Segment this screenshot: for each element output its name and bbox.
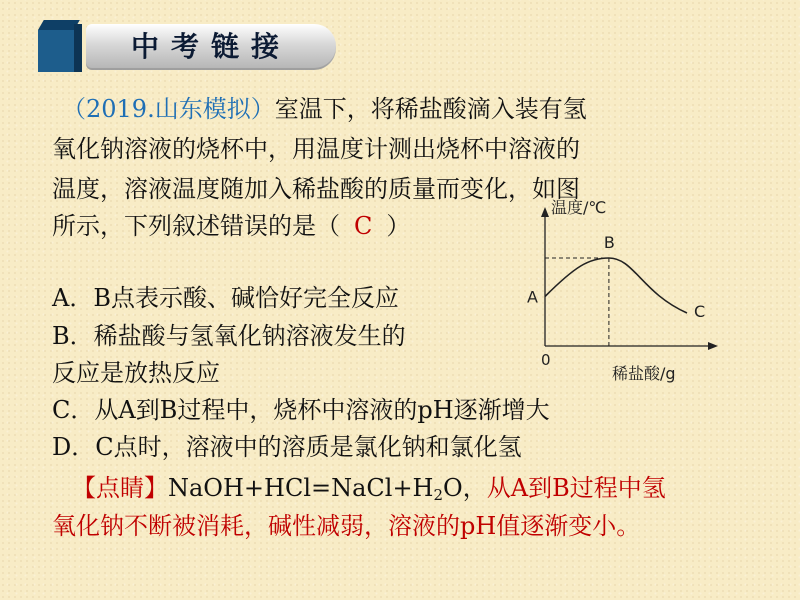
y-axis-arrow: [541, 207, 549, 217]
tip-equation: [168, 474, 487, 502]
option-a: A．B点表示酸、碱恰好完全反应: [52, 284, 399, 312]
tip-line-1: [72, 473, 666, 503]
origin-label: 0: [541, 351, 551, 369]
temperature-curve: [545, 258, 687, 313]
question-line-3: 温度，溶液温度随加入稀盐酸的质量而变化，如图: [52, 175, 580, 203]
tip-text-1: 从A到B过程中氢: [486, 474, 666, 502]
answer-letter: C: [354, 212, 373, 240]
section-banner: [36, 18, 336, 74]
question-line-4: [52, 211, 410, 241]
question-line-1: [62, 94, 587, 124]
equation-tail: O，: [443, 474, 487, 502]
point-label-c: C: [694, 302, 706, 321]
question-close-paren: ）: [386, 212, 411, 240]
tip-label: 【点睛】: [72, 474, 168, 502]
x-axis-arrow: [708, 342, 718, 350]
question-text-4: 所示，下列叙述错误的是（: [52, 212, 340, 240]
temperature-graph: [512, 195, 722, 385]
equation-text: NaOH+HCl=NaCl+H: [168, 474, 434, 502]
option-d: D．C点时，溶液中的溶质是氯化钠和氯化氢: [52, 433, 522, 461]
question-source: （2019.山东模拟）: [62, 95, 275, 123]
point-label-a: A: [527, 287, 538, 307]
option-b-continued: 反应是放热反应: [52, 359, 220, 387]
banner-cube-side: [74, 24, 82, 72]
y-axis-label: 温度/℃: [551, 198, 607, 217]
banner-cube-icon: [38, 30, 74, 72]
option-b: B．稀盐酸与氢氧化钠溶液发生的: [52, 322, 406, 350]
point-label-b: B: [603, 233, 615, 252]
question-line-2: 氧化钠溶液的烧杯中，用温度计测出烧杯中溶液的: [52, 135, 580, 163]
equation-subscript: 2: [433, 486, 444, 504]
banner-title: 中考链接: [130, 30, 291, 63]
option-c: C．从A到B过程中，烧杯中溶液的pH逐渐增大: [52, 396, 550, 424]
x-axis-label: 稀盐酸/g: [612, 364, 676, 383]
tip-line-2: 氧化钠不断被消耗，碱性减弱，溶液的pH值逐渐变小。: [52, 512, 641, 540]
question-text-1: 室温下，将稀盐酸滴入装有氢: [274, 95, 587, 123]
